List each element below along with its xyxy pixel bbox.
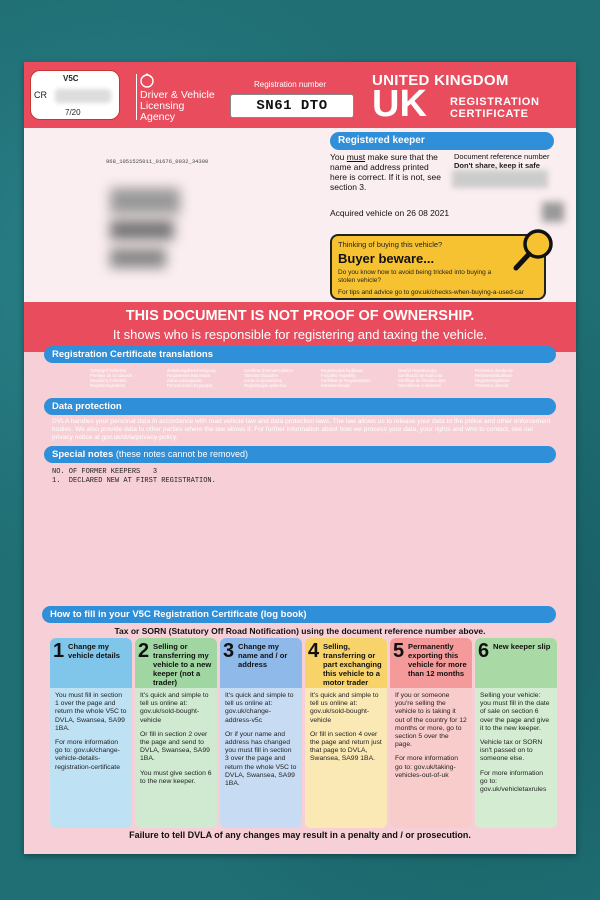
failure-warning: Failure to tell DVLA of any changes may result in a penalty and / or prosecution. xyxy=(129,830,471,840)
card-paragraph: For more information go to: gov.uk/vehicletaxrules xyxy=(480,769,547,794)
card-paragraph: It's quick and simple to tell us online at: gov.uk/sold-bought-vehicle xyxy=(140,692,209,724)
card-title: Change my name and / or address xyxy=(238,642,288,669)
card-header xyxy=(50,638,132,688)
redacted-document-reference xyxy=(452,170,548,188)
form-code-box xyxy=(30,70,120,120)
card-paragraph: Or fill in section 2 over the page and send to DVLA, Swansea, SA99 1BA. xyxy=(140,730,210,763)
card-number: 5 xyxy=(393,640,405,662)
form-date: 7/20 xyxy=(65,108,81,117)
data-protection-text: DVLA handles your personal data in accordance with road vehicle law and data protection laws. The law allows us to release your data to the police and other enforcement bodies. We also provide data to other parties where the law allows it. For further information about how we process your data, your rights and who to contact, see our privacy notice at gov.uk/dvla/privacy-policy. xyxy=(52,418,551,441)
card-header xyxy=(220,638,302,688)
card-title: New keeper slip xyxy=(493,642,551,651)
card-header xyxy=(305,638,387,688)
translation-column: Registracijos liudijimas Forgalmi engedély Certifikat ta' Registrazzjoni Kentekenbewijs xyxy=(321,368,371,388)
data-protection-heading: Data protection xyxy=(44,398,556,415)
redacted-field xyxy=(55,89,111,103)
instruction-card-3 xyxy=(220,638,302,828)
card-body xyxy=(305,688,387,828)
card-paragraph: Or fill in section 4 over the page and return just that page to DVLA, Swansea, SA99 1BA. xyxy=(310,730,382,763)
redacted-keeper-address xyxy=(110,220,174,240)
card-body xyxy=(390,688,472,828)
translation-column: Certificat d'immatriculation Taisnlos Dilaraithe Carta di circolazione Reģistrācijas apliecība xyxy=(244,368,293,388)
card-paragraph: Vehicle tax or SORN isn't passed on to someone else. xyxy=(480,739,543,763)
united-kingdom-label: UNITED KINGDOM xyxy=(372,72,509,89)
card-body xyxy=(475,688,557,828)
serial-number: 968_1051525011_01676_0032_34300 xyxy=(106,158,209,165)
instruction-cards xyxy=(50,638,556,828)
redacted-acquired-extra xyxy=(542,202,564,222)
card-paragraph: For more information go to: gov.uk/taking-vehicles-out-of-uk xyxy=(395,755,459,779)
card-paragraph: If you or someone you're selling the vehicle to is taking it out of the country for 12 months or more, go to section 5 over the page. xyxy=(395,692,467,749)
translation-column: Dowód Rejestracyjny Certificado de matrícula Certificat de înmatriculare Osvedčenie o evidencii xyxy=(398,368,446,388)
redacted-keeper-name xyxy=(110,188,180,214)
card-paragraph: Or if your name and address has changed you must fill in section 3 over the page and return the whole V5C to DVLA, Swansea, SA99 1BA. xyxy=(225,730,297,788)
translation-column: Tystysgrif Gofrestru Permiso de circulación Davidoc's Cofrestru Registreringsattest xyxy=(90,368,133,388)
card-header xyxy=(390,638,472,688)
instruction-card-2 xyxy=(135,638,217,828)
beware-question: Thinking of buying this vehicle? xyxy=(338,240,443,249)
registered-keeper-heading: Registered keeper xyxy=(330,132,554,150)
how-to-fill-heading: How to fill in your V5C Registration Certificate (log book) xyxy=(42,606,556,623)
translation-column: Zulassungsbescheinigung Registreerimistunnistus Άδεια κυκλοφορίας Πιστοποιητικό Εγγραφής xyxy=(167,368,216,388)
card-paragraph: You must give section 6 to the new keeper. xyxy=(140,769,212,785)
registration-certificate-title: REGISTRATION CERTIFICATE xyxy=(450,96,540,120)
card-paragraph: Selling your vehicle: you must fill in the date of sale on section 6 over the page and give it to the new keeper. xyxy=(480,692,550,732)
uk-logo-text: UK xyxy=(372,83,427,125)
card-paragraph: For more information go to: gov.uk/change-vehicle-details-registration-certificate xyxy=(55,739,120,771)
card-number: 3 xyxy=(223,640,235,662)
card-title: Selling or transferring my vehicle to a new keeper (not a trader) xyxy=(153,642,212,687)
translations-grid xyxy=(90,368,550,398)
card-title: Permanently exporting this vehicle for more than 12 months xyxy=(408,642,467,678)
special-notes-text: NO. OF FORMER KEEPERS 3 1. DECLARED NEW AT FIRST REGISTRATION. xyxy=(52,468,216,485)
card-number: 1 xyxy=(53,640,65,662)
instruction-card-5 xyxy=(390,638,472,828)
form-code: V5C xyxy=(63,74,79,83)
registration-number-label: Registration number xyxy=(254,80,327,89)
beware-body: Do you know how to avoid being tricked into buying a stolen vehicle? xyxy=(338,269,492,284)
banner-subtext: It shows who is responsible for registering and taxing the vehicle. xyxy=(112,327,488,342)
redacted-keeper-postcode xyxy=(110,248,166,268)
card-number: 4 xyxy=(308,640,320,662)
beware-link: For tips and advice go to gov.uk/checks-when-buying-a-used-car xyxy=(338,289,524,296)
agency-name: Driver & Vehicle Licensing Agency xyxy=(140,89,215,123)
document-header xyxy=(24,62,576,128)
instruction-card-4 xyxy=(305,638,387,828)
cr-label: CR xyxy=(34,90,47,100)
card-header xyxy=(135,638,217,688)
card-title: Selling, transferring or part exchanging this vehicle to a motor trader xyxy=(323,642,382,687)
card-number: 6 xyxy=(478,640,490,662)
card-header xyxy=(475,638,557,688)
translation-column: Prometno dovoljenje Rekisteröintitodistus Registreringsbevis Prometna dozvola xyxy=(475,368,514,388)
beware-title: Buyer beware... xyxy=(338,251,435,266)
card-body xyxy=(220,688,302,828)
magnifier-icon xyxy=(510,226,560,276)
card-paragraph: It's quick and simple to tell us online at: gov.uk/change-address-v5c xyxy=(225,692,294,724)
card-body xyxy=(50,688,132,828)
card-body xyxy=(135,688,217,828)
instruction-card-6 xyxy=(475,638,557,828)
header-divider xyxy=(136,74,137,120)
v5c-document xyxy=(24,62,576,854)
special-notes-heading: Special notes (these notes cannot be removed) xyxy=(44,446,556,463)
card-paragraph: You must fill in section 1 over the page and return the whole V5C to DVLA, Swansea, SA99 1BA. xyxy=(55,692,127,732)
not-proof-of-ownership: THIS DOCUMENT IS NOT PROOF OF OWNERSHIP. xyxy=(125,308,475,324)
document-reference-label: Document reference number Don't share, keep it safe xyxy=(454,152,550,170)
royal-crest-icon xyxy=(138,72,156,90)
keeper-instructions: You must make sure that the name and address printed here is correct. If it is not, see section 3. xyxy=(330,152,442,192)
card-number: 2 xyxy=(138,640,150,662)
translations-heading: Registration Certificate translations xyxy=(44,346,556,363)
acquired-date: Acquired vehicle on 26 08 2021 xyxy=(330,208,450,218)
tax-sorn-line: Tax or SORN (Statutory Off Road Notification) using the document reference number above. xyxy=(114,626,486,636)
instruction-card-1 xyxy=(50,638,132,828)
card-title: Change my vehicle details xyxy=(68,642,120,660)
card-paragraph: It's quick and simple to tell us online at: gov.uk/sold-bought-vehicle xyxy=(310,692,379,724)
registration-plate: SN61 DTO xyxy=(230,94,354,118)
